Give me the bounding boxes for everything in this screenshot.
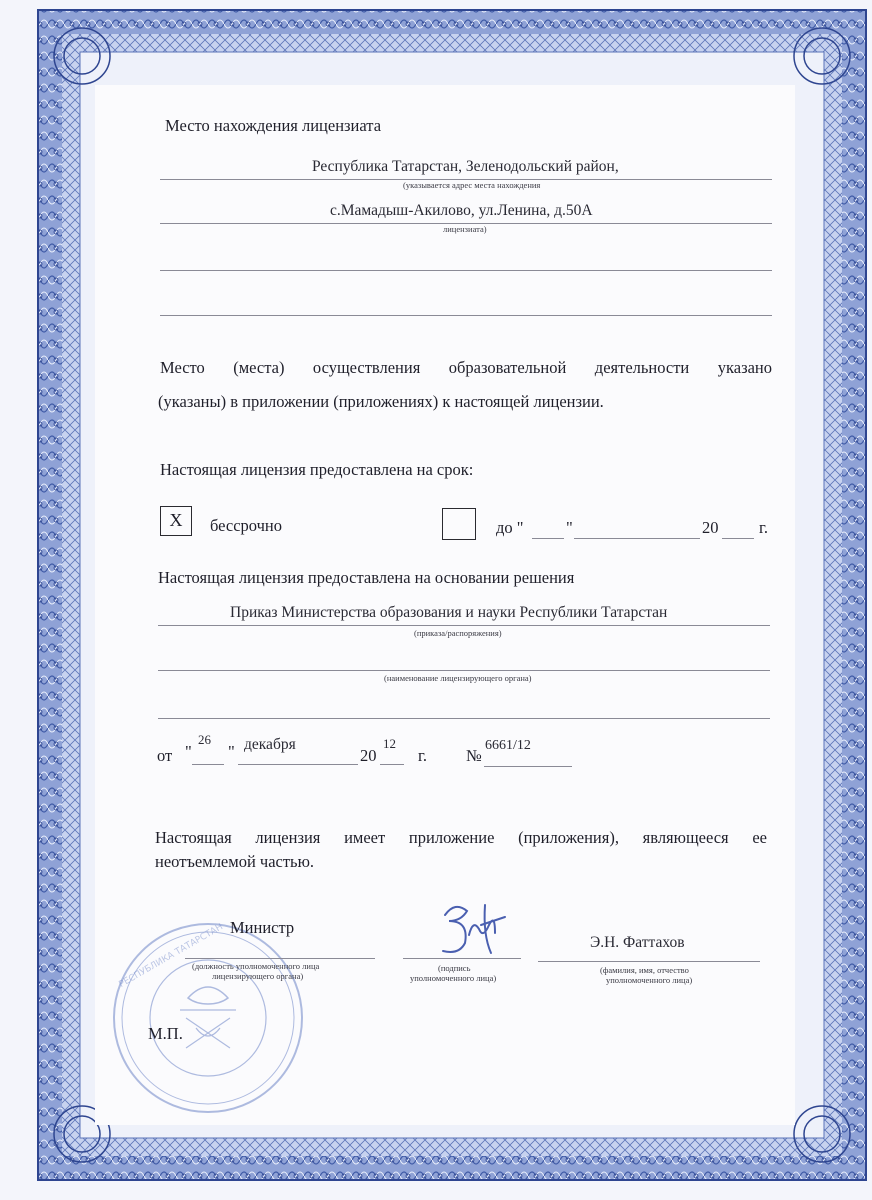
decision-number-rule [484,766,572,767]
date-year-suffix: г. [418,746,428,765]
until-quote: " [566,518,573,537]
name-rule [538,961,760,962]
date-from: от [157,746,173,765]
address-caption1: (указывается адрес места нахождения [403,180,541,190]
date-quote-open: " [185,742,192,761]
basis-label: Настоящая лицензия предоставлена на основании решения [158,568,575,587]
date-day-rule [192,764,224,765]
basis-caption1: (приказа/распоряжения) [414,628,502,638]
date-month-rule [238,764,358,765]
unlimited-option: бессрочно [210,516,283,535]
signature-rule [403,958,521,959]
sign-caption1: (подпись [438,963,471,973]
address-caption2: лицензиата) [443,224,487,234]
blank-rule [160,315,772,316]
blank-rule [158,718,770,719]
date-year-prefix: 20 [360,746,377,765]
svg-text:РЕСПУБЛИКА ТАТАРСТАН: РЕСПУБЛИКА ТАТАРСТАН [117,922,225,990]
activity-place-line2: (указаны) в приложении (приложениях) к настоящей лицензии. [158,392,604,411]
appendix-line2: неотъемлемой частью. [155,852,315,871]
date-month: декабря [244,736,296,753]
unlimited-checkbox[interactable]: X [160,506,192,536]
basis-authority-rule [158,670,770,671]
sign-caption2: уполномоченного лица) [410,973,497,983]
position-caption2: лицензирующего органа) [212,971,304,981]
position-caption1: (должность уполномоченного лица [192,961,320,971]
until-prefix: до " [496,518,524,537]
signer-position: Министр [230,918,295,937]
stamp-place: М.П. [148,1024,183,1043]
number-sign: № [466,746,482,765]
address-label: Место нахождения лицензиата [165,116,382,135]
name-caption1: (фамилия, имя, отчество [600,965,689,975]
until-year-prefix: 20 [702,518,719,537]
activity-place-line1: Место (места) осуществления образовательной деятельности указано [160,358,772,377]
date-quote-close: " [228,742,235,761]
until-day-rule [532,538,564,539]
name-caption2: уполномоченного лица) [606,975,693,985]
decision-number: 6661/12 [485,738,531,753]
signer-name: Э.Н. Фаттахов [590,934,685,951]
handwritten-signature [425,895,525,965]
position-rule [185,958,375,959]
basis-decision: Приказ Министерства образования и науки Республики Татарстан [230,604,668,621]
until-year-rule [722,538,754,539]
appendix-line1: Настоящая лицензия имеет приложение (приложения), являющееся ее [155,828,767,847]
basis-decision-rule [158,625,770,626]
basis-caption2: (наименование лицензирующего органа) [384,673,532,683]
date-year: 12 [383,736,396,751]
address-line2: с.Мамадыш-Акилово, ул.Ленина, д.50А [330,202,593,219]
until-month-rule [574,538,700,539]
term-label: Настоящая лицензия предоставлена на срок: [160,460,474,479]
until-date-checkbox[interactable] [442,508,476,540]
date-year-rule [380,764,404,765]
blank-rule [160,270,772,271]
official-seal [108,918,308,1118]
until-year-suffix: г. [759,518,769,537]
address-line1: Республика Татарстан, Зеленодольский район, [312,158,619,175]
date-day: 26 [198,732,211,747]
